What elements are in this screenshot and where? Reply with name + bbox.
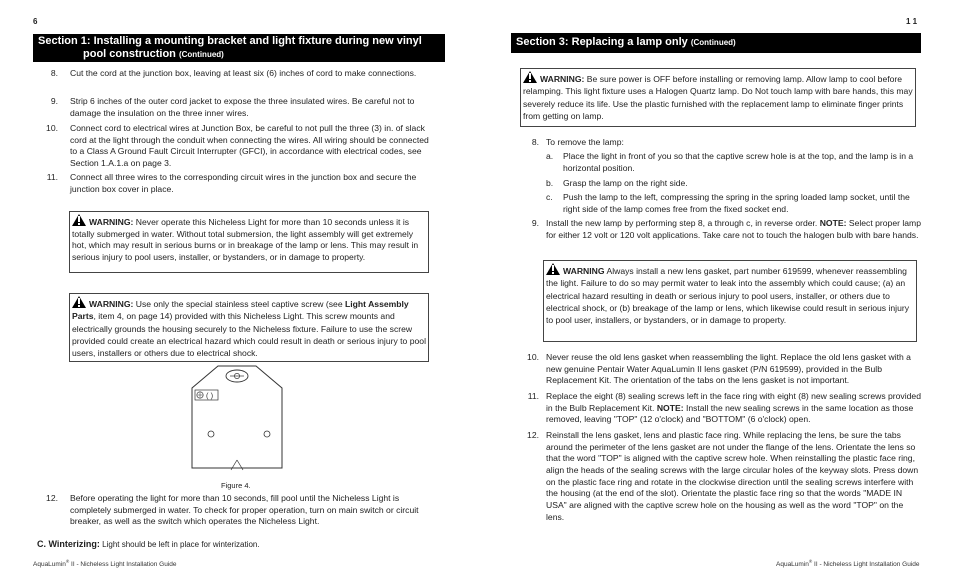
svg-text:( ): ( ) <box>206 391 214 400</box>
continued-label: (Continued) <box>178 49 224 59</box>
winterizing-text: Light should be left in place for winterization. <box>102 540 260 549</box>
warning-text-post: , item 4, on page 14) provided with this Nicheless Light. This screw mounts and electrically grounds the housing securely to the Nicheless fixture. Failure to use the screw provided could create an electrical hazard which could result in death or serious injury to pool users, installers or others due to electrical shock. <box>72 311 426 359</box>
item-text-pre: Replace the eight (8) sealing screws left in the face ring with eight (8) new sealing screws provided in the Bulb Replacement Kit. <box>546 391 921 413</box>
item-number: 11. <box>46 172 58 182</box>
item-text <box>546 391 921 426</box>
sub-item-letter: b. <box>546 178 554 188</box>
footer-reg-mark: ® <box>808 559 813 564</box>
item-text <box>546 218 921 241</box>
warning-text: Never operate this Nicheless Light for more than 10 seconds unless it is totally submerged in water. Without total submersion, the light assembly will get extremely hot, which may result in serious burns or in breakage of the lamp or lens. This may result in serious injury to pool users, installer, or bystanders, or in damage to property. <box>72 217 419 263</box>
section-3-header <box>511 33 921 53</box>
warning-label: WARNING: <box>89 217 134 227</box>
continued-label: (Continued) <box>690 38 736 47</box>
footer-brand: AquaLumin <box>776 561 809 569</box>
warning-icon <box>72 214 86 226</box>
warning-icon <box>72 296 86 308</box>
item-text: Before operating the light for more than 10 seconds, fill pool until the Nicheless Light is completely submerged in water. To check for proper operation, turn on main switch or circuit breaker, as well as the switch which operates the Nicheless Light. <box>70 493 419 527</box>
section-1-title-cont: pool construction <box>83 47 176 60</box>
item-text: Connect all three wires to the corresponding circuit wires in the junction box and secure the junction box cover in place. <box>70 172 417 194</box>
warning-box-captive-screw <box>69 293 429 362</box>
item-text: Never reuse the old lens gasket when reassembling the light. Replace the old lens gasket with a new genuine Pentair Water AquaLumin II lens gasket (P/N 619599), provided in the Bulb Replacement Kit. The orientation of the tabs on the lens gasket is not important. <box>546 352 911 386</box>
winterizing-line <box>37 538 260 551</box>
item-number: 12. <box>46 493 58 503</box>
footer-reg-mark: ® <box>65 559 70 564</box>
section-3-title: Section 3: Replacing a lamp only <box>516 36 688 48</box>
page-number-left: 6 <box>33 17 38 26</box>
footer-brand: AquaLumin <box>33 561 66 569</box>
warning-icon <box>546 263 560 275</box>
sub-item-letter: c. <box>546 192 553 202</box>
footer-title: II - Nicheless Light Installation Guide <box>812 561 920 569</box>
item-number: 10. <box>527 352 539 362</box>
figure-4-caption: Figure 4. <box>221 481 251 490</box>
item-number: 9. <box>50 96 58 106</box>
sub-item-text: Place the light in front of you so that the captive screw hole is at the top, and the lamp is in a horizontal position. <box>563 151 914 173</box>
note-label: NOTE: <box>819 218 847 228</box>
warning-icon <box>523 71 537 83</box>
warning-label: WARNING <box>563 266 605 276</box>
winterizing-label: C. Winterizing: <box>37 539 100 549</box>
item-number: 9. <box>531 218 539 228</box>
sub-item-text: Push the lamp to the left, compressing the spring in the spring loaded lamp socket, until the right side of the lamp comes free from the fixed socket end. <box>563 192 910 214</box>
warning-box-power-off <box>520 68 916 127</box>
item-number: 12. <box>527 430 539 440</box>
figure-4-mounting-plate <box>188 362 288 474</box>
warning-text: Be sure power is OFF before installing or removing lamp. Allow lamp to cool before relamping. This light fixture uses a Halogen Quartz lamp. Do Not touch lamp with bare hands, this may severely reduce its life. Use the plastic furnished with the replacement lamp to eliminate finger prints from getting on lamp. <box>523 74 913 121</box>
item-text-pre: Install the new lamp by performing step 8, a through c, in reverse order. <box>546 218 818 228</box>
warning-box-lens-gasket <box>543 260 917 342</box>
item-number: 10. <box>46 123 58 133</box>
item-text: Cut the cord at the junction box, leaving at least six (6) inches of cord to make connections. <box>70 68 417 78</box>
section-1-title: Section 1: Installing a mounting bracket and light fixture during new vinyl <box>38 35 422 47</box>
item-text-post: Select proper lamp for either 12 volt or 120 volt applications. Take care not to touch the halogen bulb with bare hands. <box>546 218 921 240</box>
warning-label: WARNING: <box>540 74 585 84</box>
item-text-post: Install the new sealing screws in the same location as those removed, leaving "TOP" (12 o'clock) and "BOTTOM" (6 o'clock) open. <box>546 402 914 425</box>
item-text: Reinstall the lens gasket, lens and plastic face ring. While replacing the lens, be sure the tabs around the perimeter of the lens gasket are not under the flange of the lens. Orientate the lens so that the word "TOP" is aligned with the captive screw hole. When reinstalling the plastic face ring, align the heads of the sealing screws with the large circular holes of the keyway slots. Press down on the plastic face ring and rotate in the clockwise direction until the sealing screws interfere with the housing (at the end of the slot). Orientate the plastic face ring so that the words "MADE IN USA" are aligned with the captive screw hole on the housing as well as the word "TOP" on the lens. <box>546 430 919 522</box>
warning-text: Always install a new lens gasket, part number 619599, whenever reassembling the light. Failure to do so may permit water to leak into the assembly which could cause; (a) an electrical hazard resulting in death or serious injury to pool users, installer, or others due to electrical shock, or (b) breakage of the lamp or lens, which likewise could result in serious injury to pool user, installers, or bystanders, or in damage to property. <box>546 266 910 326</box>
warning-box-submersion <box>69 211 429 273</box>
item-text: To remove the lamp: <box>546 137 624 147</box>
footer-left <box>33 559 177 570</box>
page-number-right: 1 1 <box>906 17 918 26</box>
sub-item-text: Grasp the lamp on the right side. <box>563 178 688 188</box>
warning-label: WARNING: <box>89 299 134 309</box>
footer-title: II - Nicheless Light Installation Guide <box>69 561 177 569</box>
item-number: 8. <box>531 137 539 147</box>
note-label: NOTE: <box>656 402 684 413</box>
warning-text-pre: Use only the special stainless steel captive screw (see <box>135 299 343 309</box>
footer-right <box>776 559 920 570</box>
item-number: 11. <box>527 391 539 401</box>
item-text: Connect cord to electrical wires at Junction Box, be careful to not pull the three (3) in. of slack cord at the light through the conduit when connecting the wires. All wiring should be connected to a Class A Ground Fault Circuit Interrupter (GFCI), in accordance with electrical codes, see Section 1.A.1.a on page 3. <box>70 123 429 169</box>
item-number: 8. <box>50 68 58 78</box>
sub-item-letter: a. <box>546 151 554 161</box>
warning-text-bold: Light Assembly Parts <box>72 299 409 322</box>
item-text: Strip 6 inches of the outer cord jacket to expose the three insulated wires. Be careful not to damage the insulation on the three inner wires. <box>70 96 415 118</box>
section-1-header <box>33 34 445 62</box>
